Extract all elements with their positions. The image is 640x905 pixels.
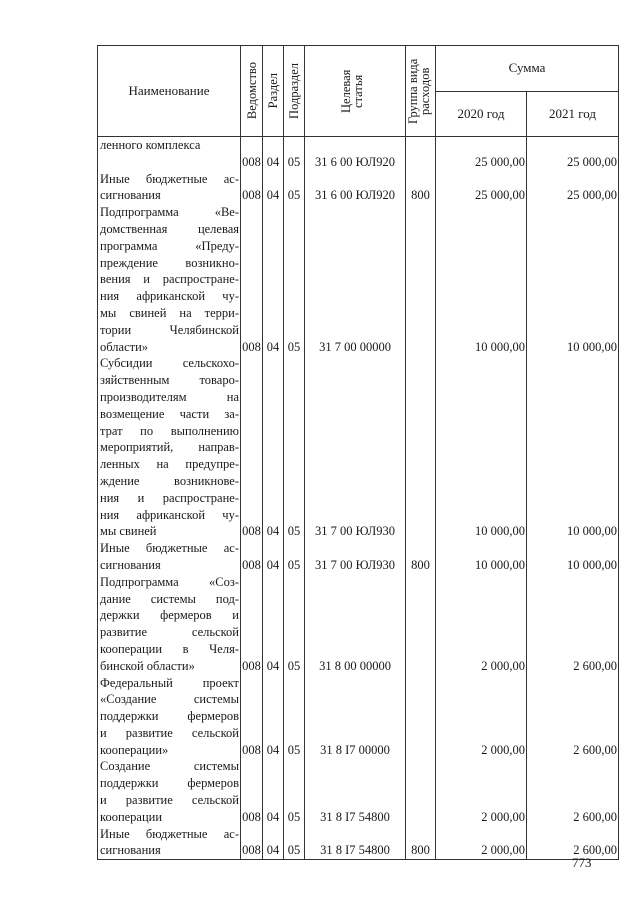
cell-razdel: 04 (263, 758, 284, 825)
cell-celevaya-statya: 31 6 00 ЮЛ920 (305, 154, 406, 171)
cell-podrazdel: 05 (284, 355, 305, 540)
cell-gruppa (406, 204, 436, 355)
name-line: Иные бюджетные ас- (100, 826, 239, 841)
cell-razdel: 04 (263, 355, 284, 540)
header-year-2021: 2021 год (527, 91, 619, 137)
header-razdel (263, 46, 284, 137)
cell-sum-2021: 2 600,00 (527, 574, 619, 675)
name-line: области» (100, 339, 149, 354)
name-line: развитие сельской (100, 625, 239, 640)
header-gruppa-vida-rashodov (406, 46, 436, 137)
name-line: ленных на предупре- (100, 457, 239, 472)
name-line: ния и распростране- (100, 490, 239, 505)
table-row (98, 204, 619, 355)
cell-sum-2020: 25 000,00 (436, 171, 527, 205)
name-line: мы свиней на терри- (100, 305, 239, 320)
cell-razdel: 04 (263, 540, 284, 574)
cell-vedomstvo: 008 (241, 204, 263, 355)
name-line: ния африканской чу- (100, 289, 239, 304)
name-line: возмещение части за- (100, 406, 239, 421)
header-vedomstvo-label: Ведомство (244, 62, 259, 120)
cell-sum-2020: 10 000,00 (436, 355, 527, 540)
table-row (98, 540, 619, 574)
name-line: и развитие сельской (100, 725, 239, 740)
cell-gruppa (406, 758, 436, 825)
cell-razdel (263, 137, 284, 154)
cell-sum-2020: 2 000,00 (436, 574, 527, 675)
cell-vedomstvo: 008 (242, 154, 261, 169)
header-celevaya-label: Целевая статья (339, 69, 365, 113)
name-line: ленного комплекса (100, 138, 201, 152)
cell-vedomstvo: 008 (241, 355, 263, 540)
name-line: программа «Преду- (100, 238, 239, 253)
name-line: зяйственным товаро- (100, 373, 239, 388)
cell-celevaya-statya: 31 8 I7 00000 (305, 675, 406, 759)
cell-sum-2021: 25 000,00 (527, 171, 619, 205)
cell-celevaya-statya: 31 7 00 ЮЛ930 (305, 540, 406, 574)
header-year-2020: 2020 год (436, 91, 527, 137)
name-line: вения и распростране- (100, 272, 239, 287)
name-line: поддержки фермеров (100, 776, 239, 791)
name-line: домственная целевая (100, 221, 239, 236)
cell-name (98, 154, 241, 171)
header-razdel-label: Раздел (266, 73, 280, 109)
name-line: бинской области» (100, 658, 195, 673)
cell-vedomstvo: 008 (241, 826, 263, 860)
cell-razdel: 04 (263, 574, 284, 675)
cell-sum-2021: 10 000,00 (527, 540, 619, 574)
name-line: трат по выполнению (100, 423, 239, 438)
cell-podrazdel: 05 (284, 204, 305, 355)
cell-gruppa: 800 (406, 540, 436, 574)
name-line: Создание системы (100, 759, 239, 774)
name-line: держки фермеров и (100, 608, 239, 623)
cell-sum-2021: 2 600,00 (527, 826, 619, 860)
cell-sum-2021: 2 600,00 (527, 675, 619, 759)
name-line: Иные бюджетные ас- (100, 171, 239, 186)
cell-celevaya-statya: 31 8 00 00000 (305, 574, 406, 675)
cell-gruppa (406, 574, 436, 675)
cell-name (98, 758, 241, 825)
table-row (98, 171, 619, 205)
name-line: Субсидии сельскохо- (100, 356, 239, 371)
table-row (98, 826, 619, 860)
table-row (98, 154, 619, 171)
cell-gruppa (406, 675, 436, 759)
cell-name (98, 204, 241, 355)
header-vedomstvo (241, 46, 263, 137)
table-row (98, 574, 619, 675)
name-line: мероприятий, направ- (100, 440, 239, 455)
name-line: тории Челябинской (100, 322, 239, 337)
header-podrazdel-label: Подраздел (287, 63, 301, 119)
cell-razdel: 04 (263, 204, 284, 355)
cell-gruppa: 800 (406, 826, 436, 860)
cell-name (98, 540, 241, 574)
name-line: сигнования (100, 843, 161, 858)
name-line: Подпрограмма «Ве- (100, 205, 239, 220)
name-line: поддержки фермеров (100, 709, 239, 724)
cell-sum-2021: 10 000,00 (527, 355, 619, 540)
name-line: производителям на (100, 389, 239, 404)
name-line: Иные бюджетные ас- (100, 541, 239, 556)
cell-vedomstvo (241, 137, 263, 154)
header-summa: Сумма (436, 46, 619, 92)
name-line: сигнования (100, 188, 161, 203)
cell-celevaya-statya: 31 8 I7 54800 (305, 826, 406, 860)
name-line: преждение возникно- (100, 255, 239, 270)
budget-table (97, 45, 619, 860)
name-line: сигнования (100, 557, 161, 572)
name-line: мы свиней (100, 524, 157, 539)
cell-razdel: 04 (263, 675, 284, 759)
cell-vedomstvo: 008 (241, 574, 263, 675)
cell-name (98, 355, 241, 540)
cell-sum-2020: 10 000,00 (436, 204, 527, 355)
cell-celevaya-statya: 31 7 00 ЮЛ930 (305, 355, 406, 540)
cell-vedomstvo: 008 (241, 758, 263, 825)
cell-podrazdel: 05 (284, 171, 305, 205)
header-podrazdel (284, 46, 305, 137)
cell-name (98, 137, 241, 154)
cell-razdel: 04 (263, 154, 284, 171)
cell-sum-2020 (436, 137, 527, 154)
name-line: ждение возникнове- (100, 473, 239, 488)
cell-sum-2020: 10 000,00 (436, 540, 527, 574)
cell-sum-2021: 2 600,00 (527, 758, 619, 825)
cell-podrazdel: 05 (284, 758, 305, 825)
cell-podrazdel: 05 (284, 826, 305, 860)
name-line: дание системы под- (100, 591, 239, 606)
cell-sum-2020: 25 000,00 (436, 154, 527, 171)
name-line: Федеральный проект (100, 675, 239, 690)
table-body (98, 137, 619, 860)
cell-gruppa (406, 154, 436, 171)
cell-name (98, 171, 241, 205)
cell-razdel: 04 (263, 171, 284, 205)
cell-vedomstvo: 008 (241, 540, 263, 574)
cell-name (98, 826, 241, 860)
name-line: кооперации (100, 809, 163, 824)
table-row (98, 355, 619, 540)
table-row (98, 758, 619, 825)
cell-celevaya-statya (305, 137, 406, 154)
cell-celevaya-statya: 31 6 00 ЮЛ920 (305, 171, 406, 205)
cell-gruppa: 800 (406, 171, 436, 205)
cell-podrazdel: 05 (284, 574, 305, 675)
cell-sum-2021: 10 000,00 (527, 204, 619, 355)
cell-podrazdel (284, 137, 305, 154)
cell-vedomstvo: 008 (241, 171, 263, 205)
cell-celevaya-statya: 31 7 00 00000 (305, 204, 406, 355)
cell-gruppa (406, 137, 436, 154)
cell-sum-2020: 2 000,00 (436, 758, 527, 825)
name-line: ния африканской чу- (100, 507, 239, 522)
header-name: Наименование (98, 46, 241, 137)
cell-sum-2021 (527, 137, 619, 154)
cell-podrazdel: 05 (284, 154, 305, 171)
name-line: кооперации» (100, 742, 169, 757)
cell-name (98, 574, 241, 675)
cell-razdel: 04 (263, 826, 284, 860)
page-number: 773 (572, 855, 592, 870)
table-row (98, 675, 619, 759)
cell-vedomstvo: 008 (241, 675, 263, 759)
cell-gruppa (406, 355, 436, 540)
name-line: и развитие сельской (100, 793, 239, 808)
cell-podrazdel: 05 (284, 540, 305, 574)
cell-podrazdel: 05 (284, 675, 305, 759)
table-header (98, 46, 619, 137)
name-line: «Создание системы (100, 692, 239, 707)
name-line: Подпрограмма «Соз- (100, 574, 239, 589)
header-celevaya-statya (305, 46, 406, 137)
cell-sum-2021: 25 000,00 (527, 154, 619, 171)
cell-sum-2020: 2 000,00 (436, 826, 527, 860)
cell-sum-2020: 2 000,00 (436, 675, 527, 759)
cell-name (98, 675, 241, 759)
name-line: кооперации в Челя- (100, 641, 239, 656)
cell-celevaya-statya: 31 8 I7 54800 (305, 758, 406, 825)
table-row (98, 137, 619, 154)
header-gruppa-label: Группа вида расходов (405, 58, 432, 124)
